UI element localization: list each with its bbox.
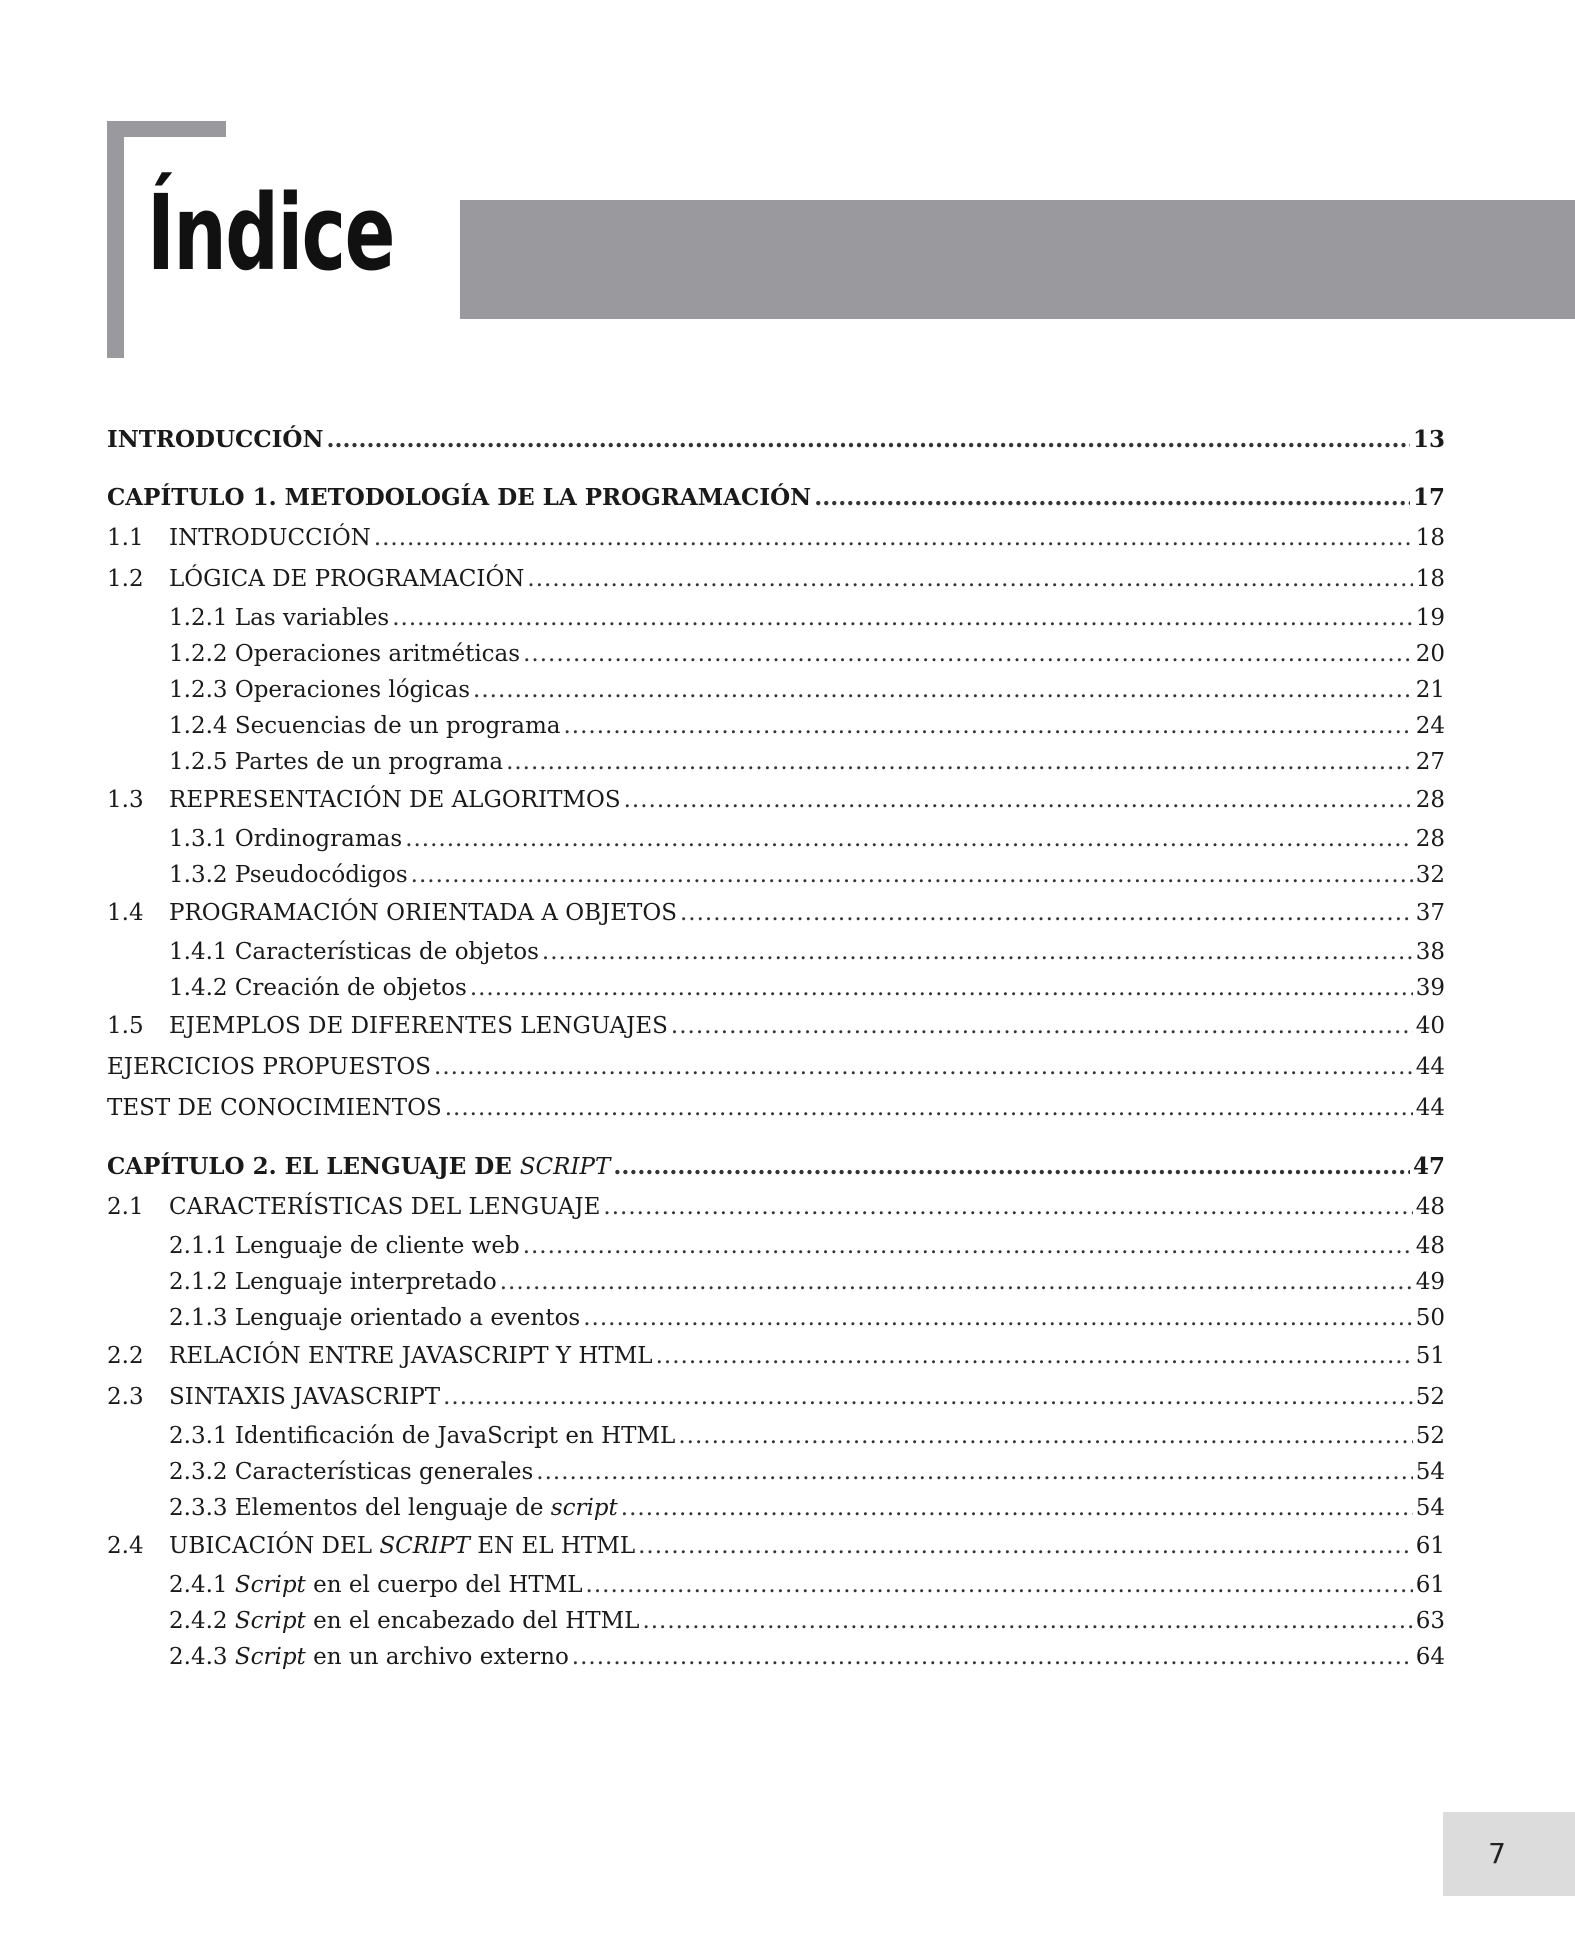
dot-leader (374, 518, 1413, 559)
toc-label: TEST DE CONOCIMIENTOS (107, 1095, 442, 1121)
toc-page: 24 (1415, 713, 1445, 739)
section-number: 1.1 (107, 525, 144, 551)
section-number: 1.2 (107, 566, 144, 592)
label-text: 2.4.1 (169, 1572, 235, 1598)
toc-label: PROGRAMACIÓN ORIENTADA A OBJETOS (169, 900, 677, 926)
toc-page: 54 (1415, 1495, 1445, 1521)
toc-page: 51 (1415, 1343, 1445, 1369)
toc-page: 13 (1412, 426, 1445, 453)
toc-page: 44 (1415, 1054, 1445, 1080)
toc-subsection[interactable] (107, 821, 1445, 857)
dot-leader (678, 1418, 1412, 1454)
dot-leader (523, 1228, 1413, 1264)
toc-page: 28 (1415, 787, 1445, 813)
dot-leader (624, 780, 1413, 821)
toc-page: 52 (1415, 1423, 1445, 1449)
toc-label: 2.1.1 Lenguaje de cliente web (169, 1233, 520, 1259)
dot-leader (542, 934, 1413, 970)
dot-leader (603, 1187, 1412, 1228)
dot-leader (583, 1300, 1412, 1336)
title-corner-vertical (107, 121, 124, 358)
toc-label (169, 1567, 583, 1603)
toc-label: 1.2.4 Secuencias de un programa (169, 713, 561, 739)
toc-page: 54 (1415, 1459, 1445, 1485)
dot-leader (434, 1047, 1413, 1088)
label-text: 2.3.3 Elementos del lenguaje de (169, 1495, 551, 1521)
dot-leader (613, 1147, 1410, 1187)
toc-label: 2.3.2 Características generales (169, 1459, 534, 1485)
toc-subsection[interactable] (107, 1454, 1445, 1490)
label-text: en un archivo externo (305, 1644, 569, 1670)
page-title: Índice (147, 172, 394, 294)
dot-leader (506, 744, 1413, 780)
toc-label: REPRESENTACIÓN DE ALGORITMOS (169, 787, 621, 813)
dot-leader (536, 1454, 1412, 1490)
toc-section[interactable] (107, 1006, 1445, 1047)
dot-leader (326, 420, 1410, 460)
toc-page: 28 (1415, 826, 1445, 852)
dot-leader (638, 1526, 1413, 1567)
toc-section[interactable] (107, 1526, 1445, 1567)
toc-subsection[interactable] (107, 708, 1445, 744)
section-number: 2.1 (107, 1194, 144, 1220)
dot-leader (671, 1006, 1413, 1047)
toc-page: 61 (1415, 1572, 1445, 1598)
label-italic: SCRIPT (379, 1533, 470, 1559)
toc-page: 50 (1415, 1305, 1445, 1331)
toc-section[interactable] (107, 559, 1445, 600)
dot-leader (621, 1490, 1413, 1526)
title-corner-horizontal (107, 121, 226, 137)
toc-label: 2.1.3 Lenguaje orientado a eventos (169, 1305, 581, 1331)
toc-label (169, 1639, 569, 1675)
toc-subsection[interactable] (107, 1418, 1445, 1454)
toc-page: 40 (1415, 1013, 1445, 1039)
toc-label: 1.4.1 Características de objetos (169, 939, 539, 965)
label-text: 2.4.3 (169, 1644, 235, 1670)
toc-subsection[interactable] (107, 1490, 1445, 1526)
dot-leader (443, 1377, 1413, 1418)
toc-label: 2.3.1 Identificación de JavaScript en HTML (169, 1423, 676, 1449)
toc-page: 20 (1415, 641, 1445, 667)
toc-page: 38 (1415, 939, 1445, 965)
toc-page: 19 (1415, 605, 1445, 631)
toc-subsection[interactable] (107, 1264, 1445, 1300)
toc-section[interactable] (107, 1187, 1445, 1228)
toc-section[interactable] (107, 518, 1445, 559)
dot-leader (572, 1639, 1413, 1675)
toc-subsection[interactable] (107, 857, 1445, 893)
toc-label: EJEMPLOS DE DIFERENTES LENGUAJES (169, 1013, 668, 1039)
dot-leader (642, 1603, 1412, 1639)
toc-chapter-1[interactable] (107, 478, 1445, 518)
toc-subsection[interactable] (107, 636, 1445, 672)
toc-page: 18 (1415, 566, 1445, 592)
label-text: EN EL HTML (469, 1533, 636, 1559)
toc-label: 1.2.2 Operaciones aritméticas (169, 641, 521, 667)
label-italic: Script (234, 1644, 306, 1670)
dot-leader (392, 600, 1413, 636)
toc-page: 17 (1412, 484, 1445, 511)
dot-leader (656, 1336, 1413, 1377)
toc-subsection[interactable] (107, 934, 1445, 970)
toc-page: 47 (1412, 1153, 1445, 1180)
section-number: 2.2 (107, 1343, 144, 1369)
label-text: CAPÍTULO 2. EL LENGUAJE DE (107, 1153, 520, 1180)
section-number: 2.4 (107, 1533, 144, 1559)
toc-test[interactable] (107, 1088, 1445, 1129)
toc-section[interactable] (107, 1336, 1445, 1377)
toc-page: 27 (1415, 749, 1445, 775)
toc-label: 2.1.2 Lenguaje interpretado (169, 1269, 497, 1295)
toc-page: 32 (1415, 862, 1445, 888)
toc-page: 61 (1415, 1533, 1445, 1559)
dot-leader (586, 1567, 1413, 1603)
dot-leader (527, 559, 1412, 600)
label-text: UBICACIÓN DEL (169, 1533, 380, 1559)
dot-leader (563, 708, 1412, 744)
toc-page: 18 (1415, 525, 1445, 551)
dot-leader (814, 478, 1410, 518)
toc-subsection[interactable] (107, 1603, 1445, 1639)
toc-page: 63 (1415, 1608, 1445, 1634)
toc-page: 52 (1415, 1384, 1445, 1410)
section-number: 1.5 (107, 1013, 144, 1039)
dot-leader (500, 1264, 1413, 1300)
label-italic: Script (234, 1608, 306, 1634)
toc-label: 1.4.2 Creación de objetos (169, 975, 467, 1001)
toc-subsection[interactable] (107, 600, 1445, 636)
toc-label: 1.2.1 Las variables (169, 605, 390, 631)
label-text: 2.4.2 (169, 1608, 235, 1634)
toc-subsection[interactable] (107, 672, 1445, 708)
toc-label (169, 1603, 639, 1639)
toc-page: 64 (1415, 1644, 1445, 1670)
title-bar (460, 200, 1575, 319)
section-number: 1.4 (107, 900, 144, 926)
toc-label: 1.3.2 Pseudocódigos (169, 862, 408, 888)
toc-subsection[interactable] (107, 1567, 1445, 1603)
label-text: en el encabezado del HTML (305, 1608, 640, 1634)
label-italic: Script (234, 1572, 306, 1598)
toc-page: 49 (1415, 1269, 1445, 1295)
toc-section[interactable] (107, 1377, 1445, 1418)
toc-label: 1.2.5 Partes de un programa (169, 749, 504, 775)
toc-subsection[interactable] (107, 1228, 1445, 1264)
dot-leader (680, 893, 1413, 934)
dot-leader (470, 970, 1413, 1006)
dot-leader (405, 821, 1413, 857)
toc-label: LÓGICA DE PROGRAMACIÓN (169, 566, 525, 592)
toc-exercises[interactable] (107, 1047, 1445, 1088)
toc-label: EJERCICIOS PROPUESTOS (107, 1054, 432, 1080)
toc-page: 48 (1415, 1233, 1445, 1259)
dot-leader (473, 672, 1413, 708)
section-number: 1.3 (107, 787, 144, 813)
toc-label (107, 1147, 610, 1187)
label-italic: SCRIPT (519, 1154, 611, 1180)
toc-section[interactable] (107, 893, 1445, 934)
toc-subsection[interactable] (107, 744, 1445, 780)
section-number: 2.3 (107, 1384, 144, 1410)
toc-label: INTRODUCCIÓN (107, 426, 324, 453)
toc-label: CAPÍTULO 1. METODOLOGÍA DE LA PROGRAMACIÓN (107, 484, 812, 511)
toc-label: RELACIÓN ENTRE JAVASCRIPT Y HTML (169, 1343, 653, 1369)
toc-page: 21 (1415, 677, 1445, 703)
toc-page: 48 (1415, 1194, 1445, 1220)
dot-leader (445, 1088, 1413, 1129)
toc-label (169, 1526, 635, 1567)
label-text: en el cuerpo del HTML (305, 1572, 583, 1598)
dot-leader (523, 636, 1413, 672)
toc-label: 1.3.1 Ordinogramas (169, 826, 403, 852)
toc-page: 44 (1415, 1095, 1445, 1121)
toc-subsection[interactable] (107, 970, 1445, 1006)
toc-label: INTRODUCCIÓN (169, 525, 371, 551)
toc-page: 39 (1415, 975, 1445, 1001)
toc-chapter-2[interactable] (107, 1147, 1445, 1187)
toc-intro[interactable] (107, 420, 1445, 460)
toc-label: CARACTERÍSTICAS DEL LENGUAJE (169, 1194, 601, 1220)
toc-label: 1.2.3 Operaciones lógicas (169, 677, 471, 703)
toc-label (169, 1490, 618, 1526)
toc-subsection[interactable] (107, 1639, 1445, 1675)
table-of-contents (107, 420, 1445, 1675)
page-number: 7 (1488, 1837, 1506, 1870)
toc-section[interactable] (107, 780, 1445, 821)
toc-label: SINTAXIS JAVASCRIPT (169, 1384, 441, 1410)
toc-subsection[interactable] (107, 1300, 1445, 1336)
label-italic: script (550, 1495, 618, 1521)
toc-page: 37 (1415, 900, 1445, 926)
dot-leader (411, 857, 1413, 893)
